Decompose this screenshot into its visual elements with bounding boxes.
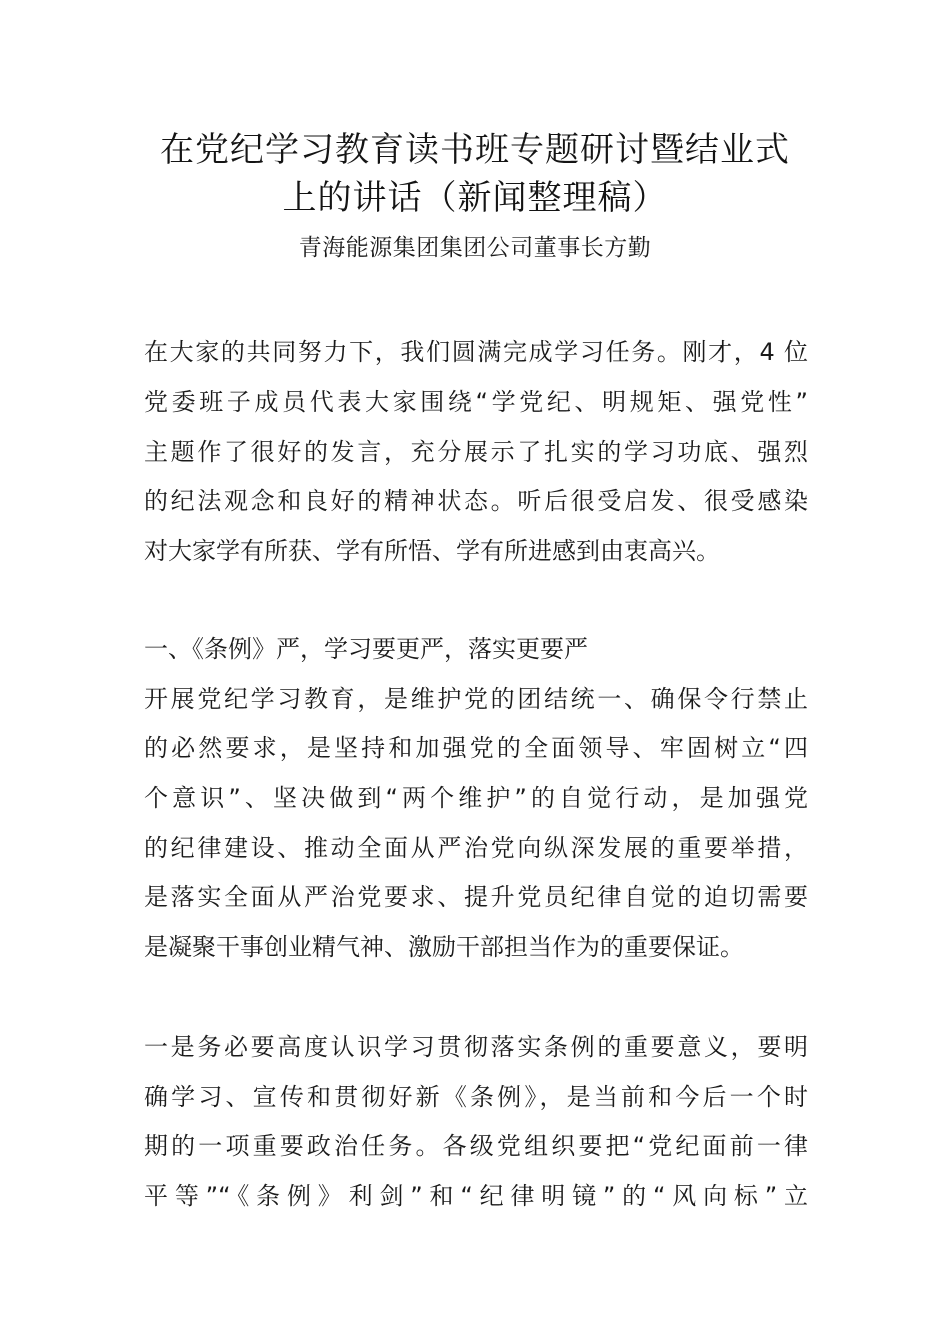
document-title-line-2: 上的讲话（新闻整理稿） (282, 178, 668, 218)
paragraph-1-line: 在大家的共同努力下，我们圆满完成学习任务。刚才，4 位 (144, 338, 808, 366)
paragraph-3-line: 平等”“《条例》利剑”和“纪律明镜”的“风向标”立 (144, 1182, 808, 1210)
paragraph-1-line: 党委班子成员代表大家围绕“学党纪、明规矩、强党性” (144, 388, 808, 416)
paragraph-3-line: 确学习、宣传和贯彻好新《条例》，是当前和今后一个时 (144, 1083, 808, 1111)
paragraph-2-line: 是凝聚干事创业精气神、激励干部担当作为的重要保证。 (144, 933, 744, 961)
paragraph-2-line: 开展党纪学习教育，是维护党的团结统一、确保令行禁止 (144, 685, 808, 713)
section-1-heading: 一、《条例》严，学习要更严，落实更要严 (144, 635, 588, 663)
paragraph-2-line: 个意识”、坚决做到“两个维护”的自觉行动，是加强党 (144, 784, 808, 812)
paragraph-2-line: 是落实全面从严治党要求、提升党员纪律自觉的迫切需要 (144, 883, 808, 911)
paragraph-2-line: 的必然要求，是坚持和加强党的全面领导、牢固树立“四 (144, 734, 808, 762)
paragraph-3-line: 期的一项重要政治任务。各级党组织要把“党纪面前一律 (144, 1132, 808, 1160)
paragraph-1-line: 对大家学有所获、学有所悟、学有所进感到由衷高兴。 (144, 537, 720, 565)
document-title-line-1: 在党纪学习教育读书班专题研讨暨结业式 (160, 130, 790, 170)
paragraph-1-line: 的纪法观念和良好的精神状态。听后很受启发、很受感染 (144, 487, 808, 515)
document-author: 青海能源集团集团公司董事长方勤 (298, 235, 652, 261)
paragraph-1-line: 主题作了很好的发言，充分展示了扎实的学习功底、强烈 (144, 438, 808, 466)
paragraph-3-line: 一是务必要高度认识学习贯彻落实条例的重要意义，要明 (144, 1033, 808, 1061)
paragraph-2-line: 的纪律建设、推动全面从严治党向纵深发展的重要举措， (144, 834, 808, 862)
